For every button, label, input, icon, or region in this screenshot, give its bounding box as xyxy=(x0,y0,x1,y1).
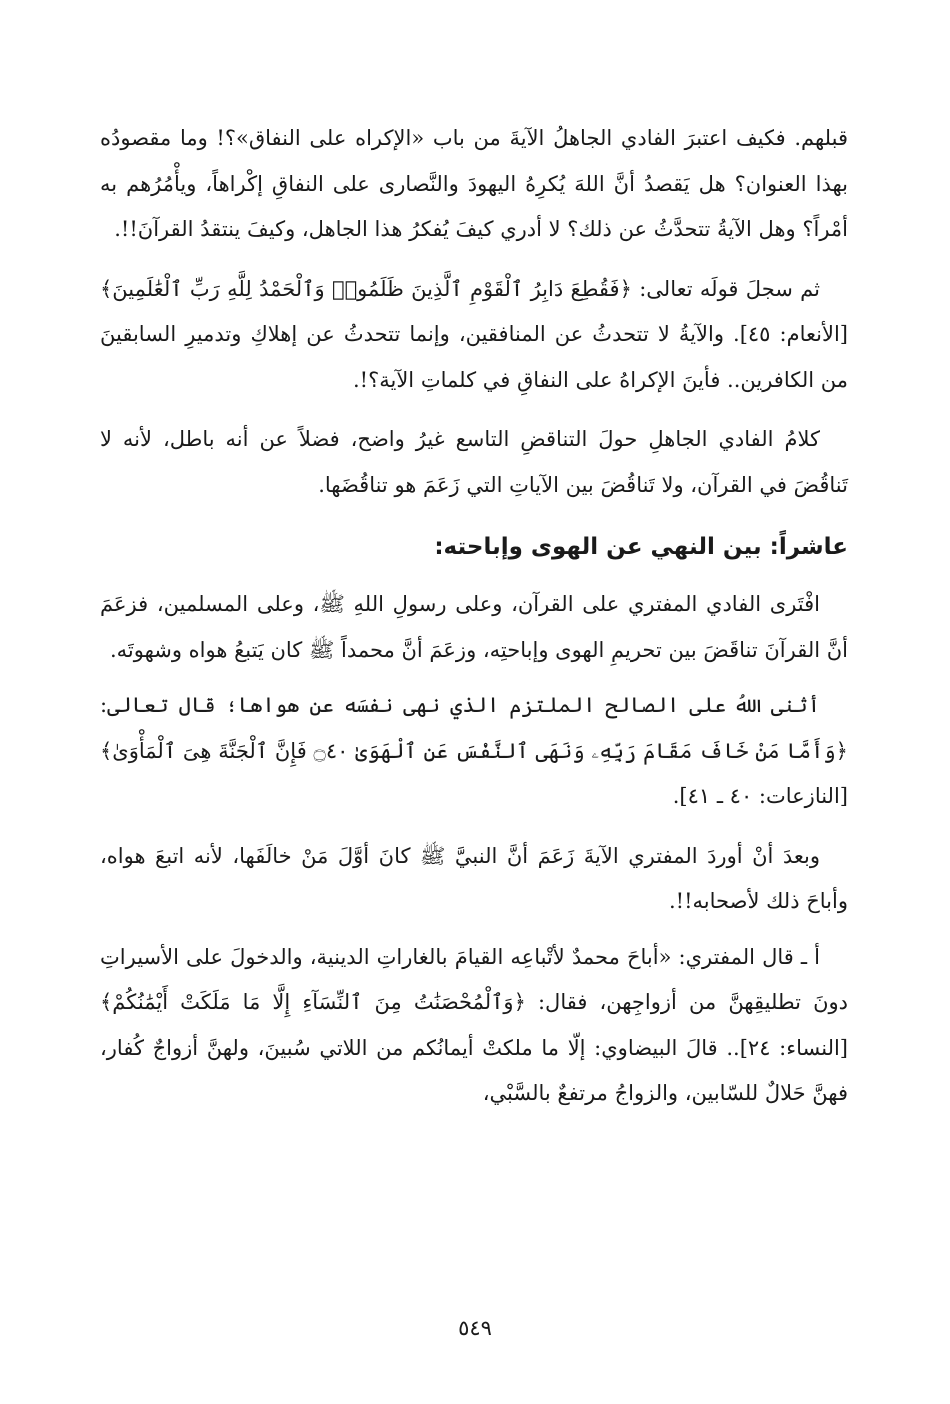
page-body xyxy=(100,116,848,1117)
paragraph-6: وبعدَ أنْ أوردَ المفتري الآيةَ زَعَمَ أنَّ النبيَّ ﷺ كانَ أوَّلَ مَنْ خالَفَها، لأنه اتبعَ هواه، وأباحَ ذلك لأصحابه!!. xyxy=(100,843,848,913)
section-heading: عاشراً: بين النهي عن الهوى وإباحته: xyxy=(434,534,848,560)
page-number: ٥٤٩ xyxy=(458,1316,492,1340)
paragraph-7: أ ـ قال المفتري: «أباحَ محمدٌ لأتْباعِه القيامَ بالغاراتِ الدينية، والدخولَ على الأسيراتِ دونَ تطليقِهنَّ من أزواجِهن، فقال: ﴿وَٱلْمُحْصَنَٰتُ مِنَ ٱلنِّسَآءِ إِلَّا مَا مَلَكَتْ أَيْمَٰنُكُمْ﴾ [النساء: ٢٤].. قالَ البيضاوي: إلّا ما ملكتْ أيمانُكم من اللاتي سُبينَ، ولهنَّ أزواجٌ كُفار، فهنَّ حَلالٌ للسّابين، والزواجُ مرتفعٌ بالسَّبْي، xyxy=(100,944,848,1105)
paragraph-2: ثم سجلَ قولَه تعالى: ﴿فَقُطِعَ دَابِرُ ٱلْقَوْمِ ٱلَّذِينَ ظَلَمُوا۟ وَٱلْحَمْدُ لِلَّهِ رَبِّ ٱلْعَٰلَمِينَ﴾ [الأنعام: ٤٥]. والآيةُ لا تتحدثُ عن المنافقين، وإنما تتحدثُ عن إهلاكِ وتدميرِ السابقينَ من الكافرين.. فأينَ الإكراهُ على النفاقِ في كلماتِ الآية؟!. xyxy=(100,276,848,392)
paragraph-4: افْتَرى الفادي المفتري على القرآن، وعلى رسولِ اللهِ ﷺ، وعلى المسلمين، فزعَمَ أنَّ القرآنَ تناقَضَ بين تحريمِ الهوى وإباحتِه، وزعَمَ أنَّ محمداً ﷺ كان يَتبعُ هواه وشهوتَه. xyxy=(100,592,848,662)
paragraph-5: أثنى اللهُ على الصالح الملتزم الذي نهى نفسَه عن هواها؛ قال تعالى: ﴿وَأَمَّا مَنْ خَافَ مَقَامَ رَبِّهِۦ وَنَهَى ٱلنَّفْسَ عَنِ ٱلْهَوَىٰ ۝٤٠ فَإِنَّ ٱلْجَنَّةَ هِىَ ٱلْمَأْوَىٰ﴾ [النازعات: ٤٠ ـ ٤١]. xyxy=(100,693,848,808)
paragraph-3: كلامُ الفادي الجاهلِ حولَ التناقضِ التاسع غيرُ واضح، فضلاً عن أنه باطل، لأنه لا تَناقُضَ في القرآن، ولا تَناقُضَ بين الآياتِ التي زَعَمَ هو تناقُضَها. xyxy=(100,427,848,497)
paragraph-1: قبلهم. فكيف اعتبرَ الفادي الجاهلُ الآيةَ من باب «الإكراه على النفاق»؟! وما مقصودُه بهذا العنوان؟ هل يَقصدُ أنَّ اللهَ يُكرِهُ اليهودَ والنَّصارى على النفاقِ إكْراهاً، ويأْمُرُهم به أمْراً؟ وهل الآيةُ تتحدَّثُ عن ذلك؟ لا أدري كيفَ يُفكرُ هذا الجاهل، وكيفَ ينتقدُ القرآنَ!!. xyxy=(100,126,848,241)
